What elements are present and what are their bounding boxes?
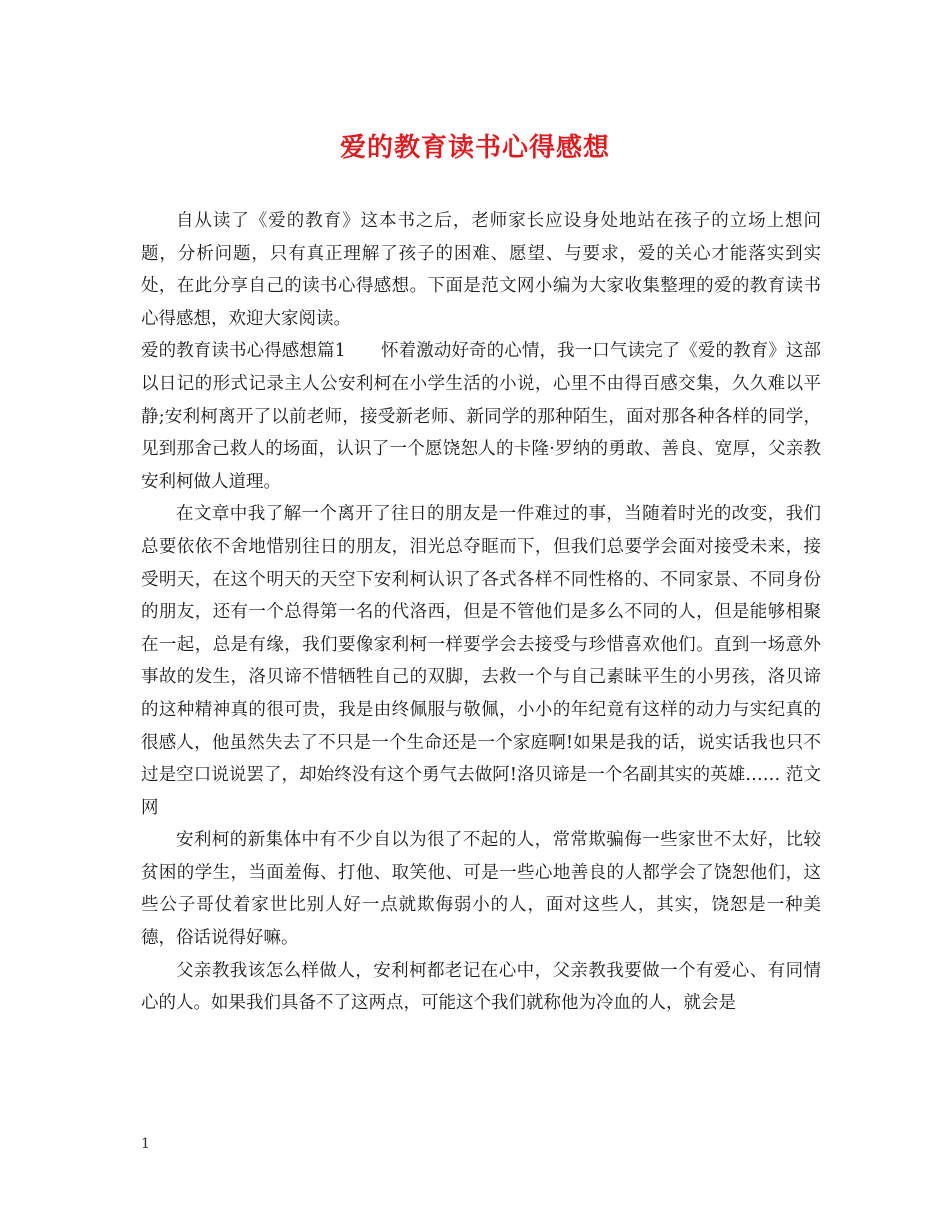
paragraph-body-2: 在文章中我了解一个离开了往日的朋友是一件难过的事，当随着时光的改变，我们总要依依不舍地惜别往日的朋友，泪光总夺眶而下，但我们总要学会面对接受未来，接受明天，在这个明天的天空下安利柯认识了各式各样不同性格的、不同家景、不同身份的朋友，还有一个总得第一名的代洛西，但是不管他们是多么不同的人，但是能够相聚在一起，总是有缘，我们要像家利柯一样要学会去接受与珍惜喜欢他们。直到一场意外事故的发生，洛贝谛不惜牺牲自己的双脚，去救一个与自己素昧平生的小男孩，洛贝谛的这种精神真的很可贵，我是由终佩服与敬佩，小小的年纪竟有这样的动力与实纪真的很感人，他虽然失去了不只是一个生命还是一个家庭啊!如果是我的话，说实话我也只不过是空口说说罢了，却始终没有这个勇气去做阿!洛贝谛是一个名副其实的英雄…… 范文网 (141, 504, 821, 818)
paragraph-body-4: 父亲教我该怎么样做人，安利柯都老记在心中，父亲教我要做一个有爱心、有同情心的人。如果我们具备不了这两点，可能这个我们就称他为冷血的人，就会是 (141, 960, 821, 1014)
paragraph-intro: 自从读了《爱的教育》这本书之后，老师家长应设身处地站在孩子的立场上想问题，分析问题，只有真正理解了孩子的困难、愿望、与要求，爱的关心才能落实到实处，在此分享自己的读书心得感想。下面是范文网小编为大家收集整理的爱的教育读书心得感想，欢迎大家阅读。 (141, 211, 821, 329)
paragraph-body-3: 安利柯的新集体中有不少自以为很了不起的人，常常欺骗侮一些家世不太好，比较贫困的学生，当面羞侮、打他、取笑他、可是一些心地善良的人都学会了饶恕他们，这些公子哥仗着家世比别人好一点就欺侮弱小的人，面对这些人，其实，饶恕是一种美德，俗话说得好嘛。 (141, 830, 821, 949)
document-body (141, 205, 821, 1020)
document-title: 爱的教育读书心得感想 (339, 133, 610, 163)
page-number: 1 (141, 1136, 150, 1152)
paragraph-chapter-1: 爱的教育读书心得感想篇1 怀着激动好奇的心情，我一口气读完了《爱的教育》这部以日记的形式记录主人公安利柯在小学生活的小说，心里不由得百感交集，久久难以平静;安利柯离开了以前老师，接受新老师、新同学的那种陌生，面对那各种各样的同学，见到那舍己救人的场面，认识了一个愿饶恕人的卡隆·罗纳的勇敢、善良、宽厚，父亲教安利柯做人道理。 (141, 341, 821, 492)
